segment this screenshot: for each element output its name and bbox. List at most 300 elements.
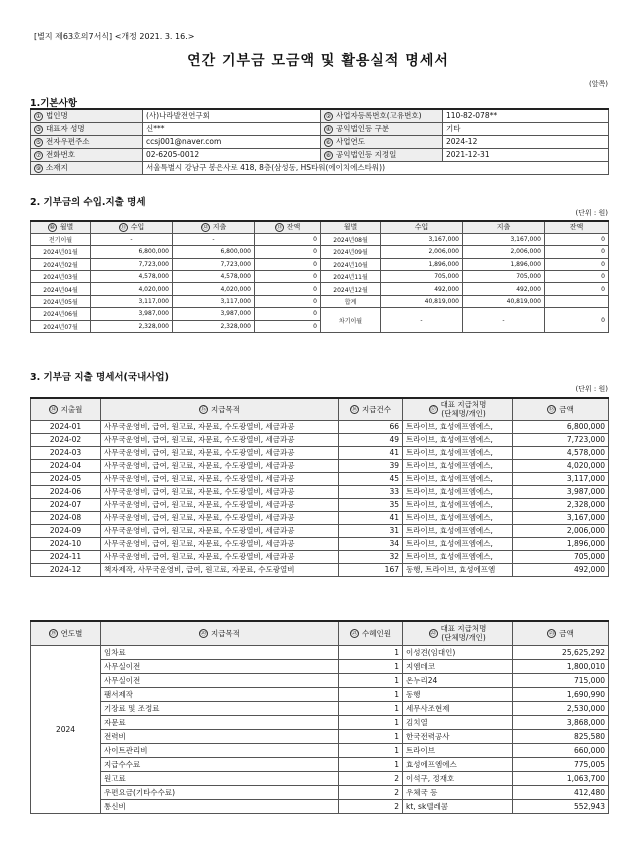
number-marker: ④ [325, 125, 332, 133]
purpose-cell: 사무국운영비, 급여, 원고료, 자문료, 수도광열비, 세금과공 [101, 498, 339, 511]
table-row [31, 550, 609, 563]
table-row [31, 258, 609, 270]
balance-cell: 0 [255, 283, 321, 295]
payee-cell: 트라이브, 효성에프엠에스, [403, 537, 513, 550]
purpose-cell: 전력비 [101, 729, 339, 743]
purpose-cell: 사무국운영비, 급여, 원고료, 자문료, 수도광열비, 세금과공 [101, 472, 339, 485]
basic-info-table [30, 108, 609, 175]
header-payee [403, 398, 513, 420]
month-cell: 2024-11 [31, 550, 101, 563]
count-cell: 167 [339, 563, 403, 576]
amount-cell: 4,578,000 [513, 446, 609, 459]
purpose-cell: 우편요금(기타수수료) [101, 785, 339, 799]
header-label: 잔액 [569, 223, 584, 232]
header-year [31, 621, 101, 645]
expense-cell: 3,987,000 [173, 308, 255, 320]
header-label: 월별 [59, 223, 74, 232]
month-cell: 2024-06 [31, 485, 101, 498]
label-text: 공익법인등 지정일 [336, 150, 397, 159]
number-marker: ① [35, 112, 42, 120]
payee-cell: 효성에프엠에스 [403, 757, 513, 771]
purpose-cell: 임차료 [101, 645, 339, 659]
month-cell: 2024년03월 [31, 271, 91, 283]
purpose-cell: 사이트관리비 [101, 743, 339, 757]
info-label [31, 109, 143, 122]
beneficiary-cell: 1 [339, 729, 403, 743]
purpose-cell: 사무국운영비, 급여, 원고료, 자문료, 수도광열비, 세금과공 [101, 446, 339, 459]
amount-cell: 1,690,990 [513, 687, 609, 701]
month-cell: 2024년09월 [321, 246, 381, 258]
amount-cell: 4,020,000 [513, 459, 609, 472]
amount-cell: 2,006,000 [513, 524, 609, 537]
month-cell: 2024-05 [31, 472, 101, 485]
amount-cell: 3,987,000 [513, 485, 609, 498]
amount-cell: 3,117,000 [513, 472, 609, 485]
purpose-cell: 사무실이전 [101, 673, 339, 687]
table-row [31, 743, 609, 757]
header-label: 월별 [343, 223, 358, 232]
header-month [31, 398, 101, 420]
expense-cell: 7,723,000 [173, 258, 255, 270]
purpose-cell: 사무국운영비, 급여, 원고료, 자문료, 수도광열비, 세금과공 [101, 550, 339, 563]
info-value: 02-6205-0012 [143, 148, 321, 161]
amount-cell: 775,005 [513, 757, 609, 771]
table-row [31, 308, 609, 320]
label-text: 공익법인등 구분 [336, 124, 390, 133]
header-line: 대표 지급처명 [440, 624, 487, 634]
header-label: 수혜인원 [362, 628, 391, 638]
number-marker: ⑰ [430, 405, 437, 413]
table-row [31, 673, 609, 687]
table-row [31, 537, 609, 550]
income-cell: 1,896,000 [381, 258, 463, 270]
purpose-cell: 사무국운영비, 급여, 원고료, 자문료, 수도광열비, 세금과공 [101, 524, 339, 537]
label-text: 사업연도 [336, 137, 365, 146]
table-row [31, 459, 609, 472]
info-label [321, 135, 443, 148]
amount-cell: 552,943 [513, 799, 609, 813]
income-cell: 40,819,000 [381, 295, 463, 307]
header-label: 지출 [496, 223, 511, 232]
month-cell: 2024-09 [31, 524, 101, 537]
header-line: 대표 지급처명 [440, 400, 487, 410]
month-cell: 2024년07월 [31, 320, 91, 332]
month-cell: 2024년10월 [321, 258, 381, 270]
payee-cell: kt, sk텔레콤 [403, 799, 513, 813]
info-label [31, 161, 143, 174]
payee-cell: 트라이브, 효성에프엠에스, [403, 524, 513, 537]
table-row [31, 645, 609, 659]
balance-cell: 0 [545, 258, 609, 270]
amount-cell: 412,480 [513, 785, 609, 799]
payee-cell: 김치열 [403, 715, 513, 729]
expense-cell: 6,800,000 [173, 246, 255, 258]
info-value: 110-82-078** [443, 109, 609, 122]
table-row [31, 485, 609, 498]
header-label [441, 624, 487, 642]
payee-cell: 트라이브, 효성에프엠에스, [403, 420, 513, 433]
table-row [31, 659, 609, 673]
table-row [31, 233, 609, 245]
income-cell: - [91, 233, 173, 245]
income-cell: 4,020,000 [91, 283, 173, 295]
info-row [31, 148, 609, 161]
number-marker: ⑥ [325, 138, 332, 146]
count-cell: 31 [339, 524, 403, 537]
amount-cell: 3,868,000 [513, 715, 609, 729]
beneficiary-cell: 1 [339, 757, 403, 771]
payee-cell: 온누리24 [403, 673, 513, 687]
header-row [31, 621, 609, 645]
section3-unit: (단위 : 원) [575, 385, 608, 393]
expense-cell: 492,000 [463, 283, 545, 295]
income-cell: 4,578,000 [91, 271, 173, 283]
info-value: ccsj001@naver.com [143, 135, 321, 148]
month-cell: 2024년11월 [321, 271, 381, 283]
payee-cell: 동행, 트라이브, 효성에프엠 [403, 563, 513, 576]
header-month [31, 221, 91, 233]
month-cell: 2024-10 [31, 537, 101, 550]
payee-cell: 트라이브, 효성에프엠에스, [403, 459, 513, 472]
month-cell: 2024-07 [31, 498, 101, 511]
table-row [31, 563, 609, 576]
label-text: 법인명 [46, 111, 68, 121]
balance-cell: 0 [255, 258, 321, 270]
expense-cell: 3,117,000 [173, 295, 255, 307]
balance-cell: 0 [255, 233, 321, 245]
balance-cell: 0 [255, 271, 321, 283]
header-row [31, 398, 609, 420]
count-cell: 35 [339, 498, 403, 511]
expense-cell: 4,020,000 [173, 283, 255, 295]
header-line: (단체명/개인) [441, 633, 486, 643]
purpose-cell: 원고료 [101, 771, 339, 785]
table-row [31, 283, 609, 295]
beneficiary-cell: 1 [339, 701, 403, 715]
table-row [31, 511, 609, 524]
amount-cell: 3,167,000 [513, 511, 609, 524]
label-text: 대표자 성명 [46, 124, 85, 133]
expense-cell: 705,000 [463, 271, 545, 283]
header-purpose [101, 398, 339, 420]
info-label [31, 135, 143, 148]
expense-cell: 40,819,000 [463, 295, 545, 307]
beneficiary-cell: 1 [339, 715, 403, 729]
balance-cell: 0 [255, 295, 321, 307]
section1-title: 1.기본사항 [30, 98, 77, 109]
payee-cell: 트라이브, 효성에프엠에스, [403, 511, 513, 524]
month-cell: 2024년02월 [31, 258, 91, 270]
table-row [31, 271, 609, 283]
info-label [321, 109, 443, 122]
table-row [31, 729, 609, 743]
payee-cell: 지엠데코 [403, 659, 513, 673]
expense-cell: 1,896,000 [463, 258, 545, 270]
count-cell: 39 [339, 459, 403, 472]
month-cell: 2024-02 [31, 433, 101, 446]
address-value: 서울특별시 강남구 봉은사로 418, 8층(삼성동, HS타워(에이치에스타워)) [143, 161, 609, 174]
header-label: 수입 [414, 223, 429, 232]
purpose-cell: 사무국운영비, 급여, 원고료, 자문료, 수도광열비, 세금과공 [101, 485, 339, 498]
income-cell: 3,117,000 [91, 295, 173, 307]
header-balance [255, 221, 321, 233]
table-row [31, 701, 609, 715]
header-income [91, 221, 173, 233]
section2-unit: (단위 : 원) [575, 209, 608, 217]
payee-cell: 트라이브, 효성에프엠에스, [403, 433, 513, 446]
beneficiary-cell: 1 [339, 659, 403, 673]
header-label [441, 400, 487, 418]
month-cell: 합계 [321, 295, 381, 307]
amount-cell: 7,723,000 [513, 433, 609, 446]
income-cell: 492,000 [381, 283, 463, 295]
header-row [31, 221, 609, 233]
number-marker: ③ [35, 125, 42, 133]
header-expense-2 [463, 221, 545, 233]
payee-cell: 트라이브, 효성에프엠에스, [403, 446, 513, 459]
count-cell: 41 [339, 446, 403, 459]
month-cell: 2024-08 [31, 511, 101, 524]
header-beneficiaries [339, 621, 403, 645]
expense-cell: 2,328,000 [173, 320, 255, 332]
amount-cell: 6,800,000 [513, 420, 609, 433]
info-value: 신*** [143, 122, 321, 135]
section2-title: 2. 기부금의 수입.지출 명세 [30, 197, 146, 208]
annual-expense-table [30, 620, 609, 814]
section3-title: 3. 기부금 지출 명세서(국내사업) [30, 372, 169, 383]
payee-cell: 한국전력공사 [403, 729, 513, 743]
number-marker: ㉒ [430, 629, 437, 637]
label-text: 전자우편주소 [46, 137, 90, 146]
header-count [339, 398, 403, 420]
header-label: 지급목적 [211, 404, 240, 414]
expense-cell: 2,006,000 [463, 246, 545, 258]
beneficiary-cell: 2 [339, 785, 403, 799]
payee-cell: 트라이브, 효성에프엠에스, [403, 472, 513, 485]
table-row [31, 295, 609, 307]
beneficiary-cell: 1 [339, 687, 403, 701]
number-marker: ⑭ [50, 406, 57, 414]
header-label: 지급건수 [362, 404, 391, 414]
table-row [31, 687, 609, 701]
amount-cell: 705,000 [513, 550, 609, 563]
purpose-cell: 사무국운영비, 급여, 원고료, 자문료, 수도광열비, 세금과공 [101, 511, 339, 524]
purpose-cell: 지급수수료 [101, 757, 339, 771]
income-expense-table [30, 220, 609, 333]
beneficiary-cell: 1 [339, 645, 403, 659]
income-cell: 2,006,000 [381, 246, 463, 258]
number-marker: ② [325, 112, 332, 120]
purpose-cell: 사무국운영비, 급여, 원고료, 자문료, 수도광열비, 세금과공 [101, 433, 339, 446]
label-text: 사업자등록번호(고유번호) [336, 111, 422, 121]
count-cell: 32 [339, 550, 403, 563]
info-value: 2024-12 [443, 135, 609, 148]
amount-cell: 1,063,700 [513, 771, 609, 785]
payee-cell: 트라이브, 효성에프엠에스, [403, 498, 513, 511]
label-text: 전화번호 [46, 150, 75, 159]
month-cell: 2024년05월 [31, 295, 91, 307]
carry-expense: - [463, 308, 545, 333]
table-row [31, 757, 609, 771]
purpose-cell: 통신비 [101, 799, 339, 813]
header-expense [173, 221, 255, 233]
header-month-2 [321, 221, 381, 233]
month-cell: 2024년01월 [31, 246, 91, 258]
beneficiary-cell: 2 [339, 771, 403, 785]
number-marker: ㉓ [548, 630, 555, 638]
number-marker: ⑬ [276, 223, 283, 231]
amount-cell: 660,000 [513, 743, 609, 757]
header-label: 금액 [559, 404, 574, 414]
number-marker: ⑱ [548, 406, 555, 414]
expense-cell: 3,167,000 [463, 233, 545, 245]
beneficiary-cell: 1 [339, 673, 403, 687]
info-label [321, 122, 443, 135]
table-row [31, 771, 609, 785]
income-cell: 7,723,000 [91, 258, 173, 270]
expense-cell: - [173, 233, 255, 245]
month-cell: 2024년08월 [321, 233, 381, 245]
info-label [31, 148, 143, 161]
carry-income: - [381, 308, 463, 333]
purpose-cell: 사무국운영비, 급여, 원고료, 자문료, 수도광열비, 세금과공 [101, 420, 339, 433]
payee-cell: 이성견(임대인) [403, 645, 513, 659]
balance-cell: 0 [255, 320, 321, 332]
info-value: 2021-12-31 [443, 148, 609, 161]
purpose-cell: 사무실이전 [101, 659, 339, 673]
header-balance-2 [545, 221, 609, 233]
table-row [31, 715, 609, 729]
count-cell: 45 [339, 472, 403, 485]
purpose-cell: 사무국운영비, 급여, 원고료, 자문료, 수도광열비, 세금과공 [101, 537, 339, 550]
table-row [31, 433, 609, 446]
amount-cell: 1,896,000 [513, 537, 609, 550]
payee-cell: 이석구, 정재호 [403, 771, 513, 785]
header-label: 지출월 [60, 404, 83, 414]
purpose-cell: 팸서제작 [101, 687, 339, 701]
month-cell: 2024-04 [31, 459, 101, 472]
table-row [31, 246, 609, 258]
header-label: 지급목적 [211, 628, 240, 638]
month-cell: 2024년12월 [321, 283, 381, 295]
number-marker: ⑳ [200, 630, 207, 638]
purpose-cell: 자문료 [101, 715, 339, 729]
info-value: (사)나라발전연구회 [143, 109, 321, 122]
amount-cell: 825,580 [513, 729, 609, 743]
page-title: 연간 기부금 모금액 및 활용실적 명세서 [187, 53, 449, 69]
month-cell: 2024-01 [31, 420, 101, 433]
month-cell: 2024년04월 [31, 283, 91, 295]
number-marker: ⑯ [351, 406, 358, 414]
number-marker: ㉑ [351, 630, 358, 638]
label-text: 소재지 [46, 163, 68, 172]
table-row [31, 799, 609, 813]
beneficiary-cell: 1 [339, 743, 403, 757]
carry-balance: 0 [545, 308, 609, 333]
count-cell: 41 [339, 511, 403, 524]
number-marker: ⑪ [120, 223, 127, 231]
table-row [31, 420, 609, 433]
info-value: 기타 [443, 122, 609, 135]
header-label: 수입 [130, 223, 145, 232]
header-income-2 [381, 221, 463, 233]
info-label [31, 122, 143, 135]
balance-cell: 0 [545, 246, 609, 258]
table-row [31, 785, 609, 799]
number-marker: ⑲ [50, 630, 57, 638]
info-row [31, 109, 609, 122]
month-cell: 2024-12 [31, 563, 101, 576]
payee-cell: 동행 [403, 687, 513, 701]
number-marker: ⑧ [325, 151, 332, 159]
count-cell: 34 [339, 537, 403, 550]
payee-cell: 트라이브, 효성에프엠에스, [403, 550, 513, 563]
header-label: 금액 [559, 628, 574, 638]
purpose-cell: 기장료 및 조정료 [101, 701, 339, 715]
address-row [31, 161, 609, 174]
payee-cell: 우체국 등 [403, 785, 513, 799]
balance-cell [545, 295, 609, 307]
amount-cell: 492,000 [513, 563, 609, 576]
table-row [31, 472, 609, 485]
purpose-cell: 책자제작, 사무국운영비, 급여, 원고료, 자문료, 수도광열비 [101, 563, 339, 576]
table-row [31, 524, 609, 537]
beneficiary-cell: 2 [339, 799, 403, 813]
header-label: 연도별 [60, 628, 83, 638]
number-marker: ⑩ [49, 223, 55, 231]
balance-cell: 0 [545, 233, 609, 245]
domestic-expense-table [30, 397, 609, 577]
month-cell: 2024년06월 [31, 308, 91, 320]
amount-cell: 715,000 [513, 673, 609, 687]
number-marker: ⑫ [202, 223, 209, 231]
header-amount [513, 398, 609, 420]
info-label [321, 148, 443, 161]
number-marker: ⑦ [35, 151, 42, 159]
income-cell: 2,328,000 [91, 320, 173, 332]
header-label: 지출 [212, 223, 227, 232]
balance-cell: 0 [545, 271, 609, 283]
count-cell: 49 [339, 433, 403, 446]
header-amount [513, 621, 609, 645]
balance-cell: 0 [255, 308, 321, 320]
amount-cell: 1,800,010 [513, 659, 609, 673]
purpose-cell: 사무국운영비, 급여, 원고료, 자문료, 수도광열비, 세금과공 [101, 459, 339, 472]
amount-cell: 25,625,292 [513, 645, 609, 659]
form-number: [별지 제63호의7서식] <개정 2021. 3. 16.> [34, 32, 195, 41]
payee-cell: 세무사조현제 [403, 701, 513, 715]
income-cell: 6,800,000 [91, 246, 173, 258]
year-cell: 2024 [31, 645, 101, 813]
month-cell: 2024-03 [31, 446, 101, 459]
payee-cell: 트라이브, 효성에프엠에스, [403, 485, 513, 498]
header-label: 잔액 [286, 223, 301, 232]
balance-cell: 0 [255, 246, 321, 258]
number-marker: ⑨ [35, 164, 42, 172]
header-payee [403, 621, 513, 645]
amount-cell: 2,530,000 [513, 701, 609, 715]
month-cell: 전기이월 [31, 233, 91, 245]
table-row [31, 446, 609, 459]
number-marker: ⑮ [200, 406, 207, 414]
number-marker: ⑤ [35, 138, 42, 146]
income-cell: 705,000 [381, 271, 463, 283]
count-cell: 33 [339, 485, 403, 498]
amount-cell: 2,328,000 [513, 498, 609, 511]
expense-cell: 4,578,000 [173, 271, 255, 283]
header-purpose [101, 621, 339, 645]
income-cell: 3,987,000 [91, 308, 173, 320]
